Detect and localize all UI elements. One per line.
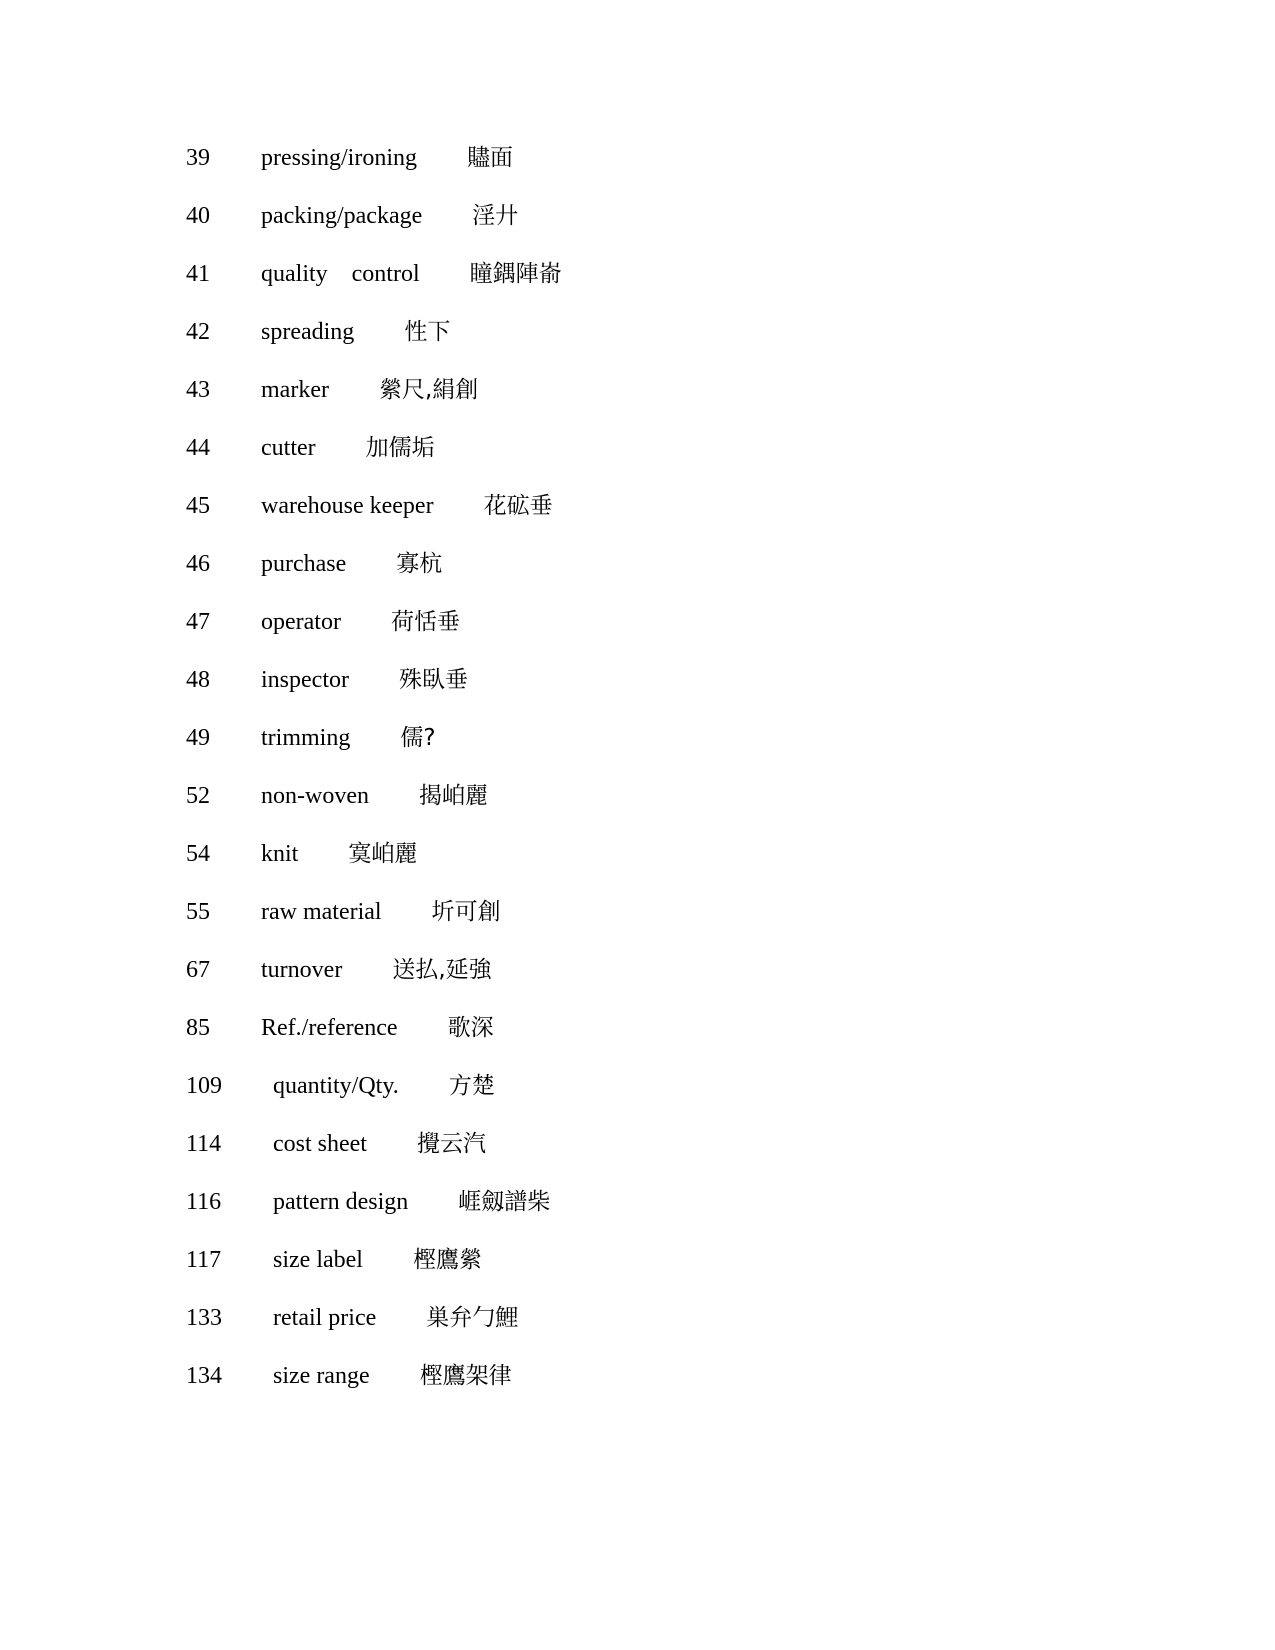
entry-number: 114 (186, 1131, 222, 1157)
entry-chinese: 揭岶麗 (418, 783, 488, 809)
entry-chinese: 送払,延強 (392, 957, 492, 983)
entry-term: size range (273, 1363, 370, 1389)
entry-chinese: 歌深 (447, 1015, 494, 1041)
glossary-entry (186, 1011, 494, 1045)
entry-chinese: 樫鷹縈 (412, 1247, 482, 1273)
entry-number: 45 (186, 493, 210, 519)
glossary-entry (186, 547, 442, 581)
glossary-entry (186, 1243, 482, 1277)
entry-term: quantity/Qty. (273, 1073, 399, 1099)
glossary-entry (186, 315, 450, 349)
glossary-entry (186, 199, 518, 233)
glossary-entry (186, 1185, 550, 1219)
glossary-entry (186, 953, 492, 987)
entry-number: 109 (186, 1073, 222, 1099)
entry-chinese: 圻可創 (431, 899, 501, 925)
entry-chinese: 性下 (404, 319, 451, 345)
entry-term: quality control (261, 261, 420, 287)
entry-number: 47 (186, 609, 210, 635)
entry-chinese: 荷恬垂 (390, 609, 460, 635)
entry-number: 39 (186, 145, 210, 171)
entry-term: cutter (261, 435, 316, 461)
glossary-entry (186, 257, 562, 291)
glossary-entry (186, 1069, 495, 1103)
entry-number: 134 (186, 1363, 222, 1389)
glossary-entry (186, 141, 513, 175)
glossary-entry (186, 1301, 518, 1335)
entry-chinese: 寡杭 (396, 551, 443, 577)
entry-chinese: 儒? (400, 725, 436, 751)
entry-term: raw material (261, 899, 382, 925)
entry-term: turnover (261, 957, 343, 983)
entry-term: warehouse keeper (261, 493, 434, 519)
entry-chinese: 贐面 (467, 145, 513, 171)
entry-number: 55 (186, 899, 210, 925)
entry-chinese: 巣弁勹鯉 (426, 1305, 519, 1331)
entry-number: 44 (186, 435, 210, 461)
glossary-entry (186, 373, 478, 407)
entry-term: retail price (273, 1305, 377, 1331)
entry-term: pressing/ironing (261, 145, 417, 171)
entry-chinese: 殊臥垂 (398, 667, 468, 693)
glossary-entry (186, 1359, 512, 1393)
entry-chinese: 瞳鍝陣嵛 (469, 261, 562, 287)
glossary-entry (186, 721, 436, 755)
entry-chinese: 縈尺,絹創 (378, 377, 479, 403)
entry-number: 52 (186, 783, 210, 809)
entry-term: size label (273, 1247, 363, 1273)
entry-chinese: 加儒垢 (365, 435, 435, 461)
entry-chinese: 樫鷹架律 (419, 1363, 512, 1389)
entry-term: operator (261, 609, 341, 635)
entry-term: spreading (261, 319, 355, 345)
entry-term: purchase (261, 551, 347, 577)
entry-number: 41 (186, 261, 210, 287)
entry-term: pattern design (273, 1189, 409, 1215)
entry-term: non-woven (261, 783, 369, 809)
entry-number: 42 (186, 319, 210, 345)
glossary-entry (186, 1127, 486, 1161)
entry-number: 116 (186, 1189, 222, 1215)
glossary-entry (186, 779, 488, 813)
glossary-entry (186, 489, 553, 523)
glossary-entry (186, 837, 417, 871)
entry-number: 85 (186, 1015, 210, 1041)
entry-term: cost sheet (273, 1131, 367, 1157)
entry-chinese: 崕劔譜柴 (458, 1189, 551, 1215)
entry-chinese: 寞岶麗 (348, 841, 418, 867)
entry-number: 133 (186, 1305, 222, 1331)
entry-term: marker (261, 377, 329, 403)
entry-number: 46 (186, 551, 210, 577)
entry-number: 117 (186, 1247, 222, 1273)
entry-chinese: 淫廾 (472, 203, 519, 229)
glossary-entry (186, 895, 501, 929)
entry-term: packing/package (261, 203, 423, 229)
entry-chinese: 方楚 (448, 1073, 495, 1099)
entry-term: Ref./reference (261, 1015, 398, 1041)
glossary-entry (186, 663, 468, 697)
entry-number: 48 (186, 667, 210, 693)
entry-term: inspector (261, 667, 349, 693)
glossary-entry (186, 605, 460, 639)
glossary-entry (186, 431, 435, 465)
entry-number: 40 (186, 203, 210, 229)
entry-number: 43 (186, 377, 210, 403)
entry-term: knit (261, 841, 299, 867)
entry-number: 67 (186, 957, 210, 983)
entry-chinese: 攪云汽 (416, 1131, 486, 1157)
entry-term: trimming (261, 725, 351, 751)
entry-chinese: 花砿垂 (483, 493, 553, 519)
entry-number: 54 (186, 841, 210, 867)
entry-number: 49 (186, 725, 210, 751)
